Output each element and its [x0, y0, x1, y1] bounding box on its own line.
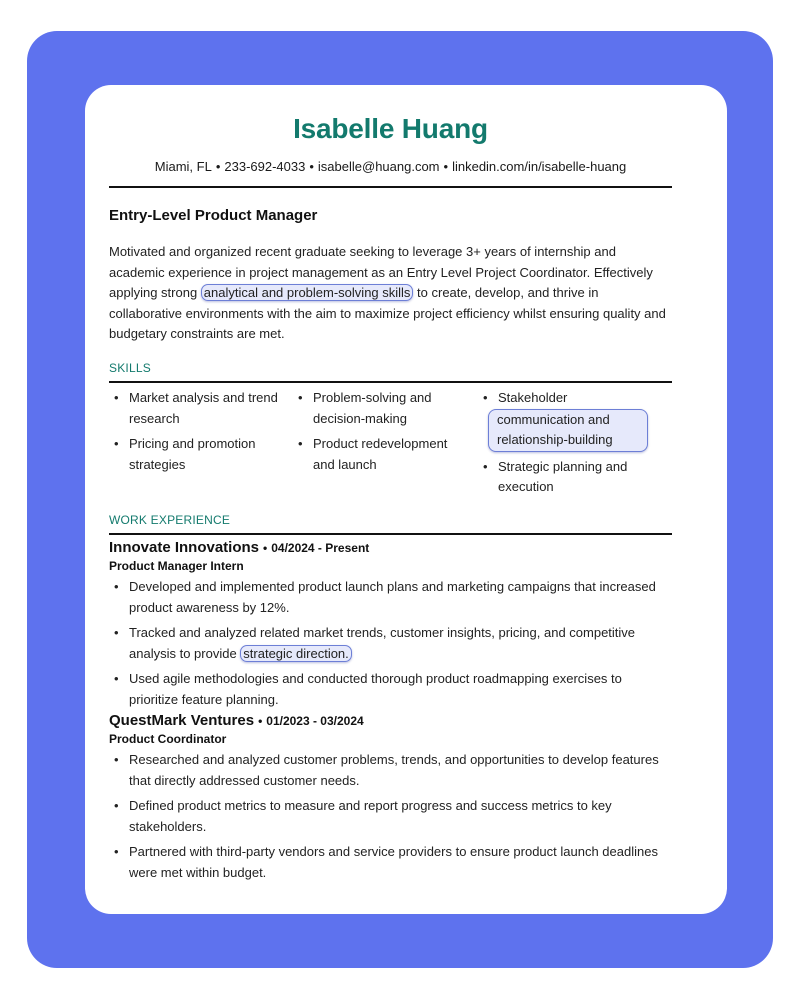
experience-heading: WORK EXPERIENCE	[109, 513, 231, 527]
contact-separator: •	[309, 159, 314, 174]
skills-divider	[109, 381, 672, 383]
job-header-separator: •	[263, 541, 268, 555]
skill-item: • Strategic planning and execution	[478, 457, 648, 498]
skill-item: • Product redevelopment and launch	[293, 434, 468, 475]
job-bullet: • Used agile methodologies and conducted thorough product roadmapping exercises to prioritize feature planning.	[109, 669, 672, 710]
summary-paragraph	[109, 242, 672, 345]
job-dates: 01/2023 - 03/2024	[266, 714, 364, 728]
candidate-name: Isabelle Huang	[293, 113, 488, 144]
skill-item: • Problem-solving and decision-making	[293, 388, 468, 429]
skills-column-3	[478, 388, 648, 503]
header-divider	[109, 186, 672, 188]
summary-highlight: analytical and problem-solving skills	[201, 284, 414, 301]
contact-separator: •	[215, 159, 221, 174]
job-bullet: • Researched and analyzed customer problems, trends, and opportunities to develop features that directly addressed customer needs.	[109, 750, 672, 791]
experience-divider	[109, 533, 672, 535]
job-bullet	[109, 623, 672, 664]
job-title: Product Coordinator	[109, 732, 227, 746]
job-header	[109, 538, 672, 557]
job-entry-2	[109, 711, 672, 888]
job-dates: 04/2024 - Present	[271, 541, 370, 555]
company-name: QuestMark Ventures	[109, 712, 255, 729]
contact-linkedin[interactable]: linkedin.com/in/isabelle-huang	[452, 159, 627, 174]
job-bullets	[109, 577, 672, 710]
company-name: Innovate Innovations	[109, 539, 260, 556]
job-title: Product Manager Intern	[109, 559, 244, 573]
job-bullet: • Developed and implemented product launch plans and marketing campaigns that increased product awareness by 12%.	[109, 577, 672, 618]
job-bullet: • Defined product metrics to measure and report progress and success metrics to key stakeholders.	[109, 796, 672, 837]
job-bullet-text: Tracked and analyzed related market trends, customer insights, pricing, and competitive analysis to provide	[129, 625, 636, 661]
contact-separator: •	[443, 159, 449, 174]
skills-column-1	[109, 388, 284, 480]
job-bullet-highlight: strategic direction.	[240, 645, 352, 662]
summary-text-end: to create, develop, and thrive in collaborative environments with the aim to maximize project efficiency whilst ensuring quality and budgetary constraints are met.	[109, 285, 666, 341]
skill-item: • Pricing and promotion strategies	[109, 434, 284, 475]
skills-column-2	[293, 388, 468, 480]
contact-location: Miami, FL	[154, 159, 212, 174]
resume-card	[85, 85, 727, 914]
contact-phone: 233-692-4033	[224, 159, 306, 174]
job-header	[109, 711, 672, 730]
skill-item	[478, 388, 648, 452]
skill-item-prefix: Stakeholder	[498, 390, 568, 405]
job-bullet: • Partnered with third-party vendors and service providers to ensure product launch deadlines were met within budget.	[109, 842, 672, 883]
job-header-separator: •	[258, 714, 263, 728]
skills-heading: SKILLS	[109, 361, 151, 375]
contact-email[interactable]: isabelle@huang.com	[317, 159, 440, 174]
skill-item: • Market analysis and trend research	[109, 388, 284, 429]
summary-text-start: Motivated and organized recent graduate seeking to leverage 3+ years of internship and academic experience in project management as an Entry Level Project Coordinator. Effectively applying strong	[109, 244, 653, 300]
job-entry-1	[109, 538, 672, 715]
role-title: Entry-Level Product Manager	[109, 207, 318, 224]
skill-highlight: communication and relationship-building	[488, 409, 648, 452]
job-bullets	[109, 750, 672, 883]
contact-line	[109, 159, 672, 174]
